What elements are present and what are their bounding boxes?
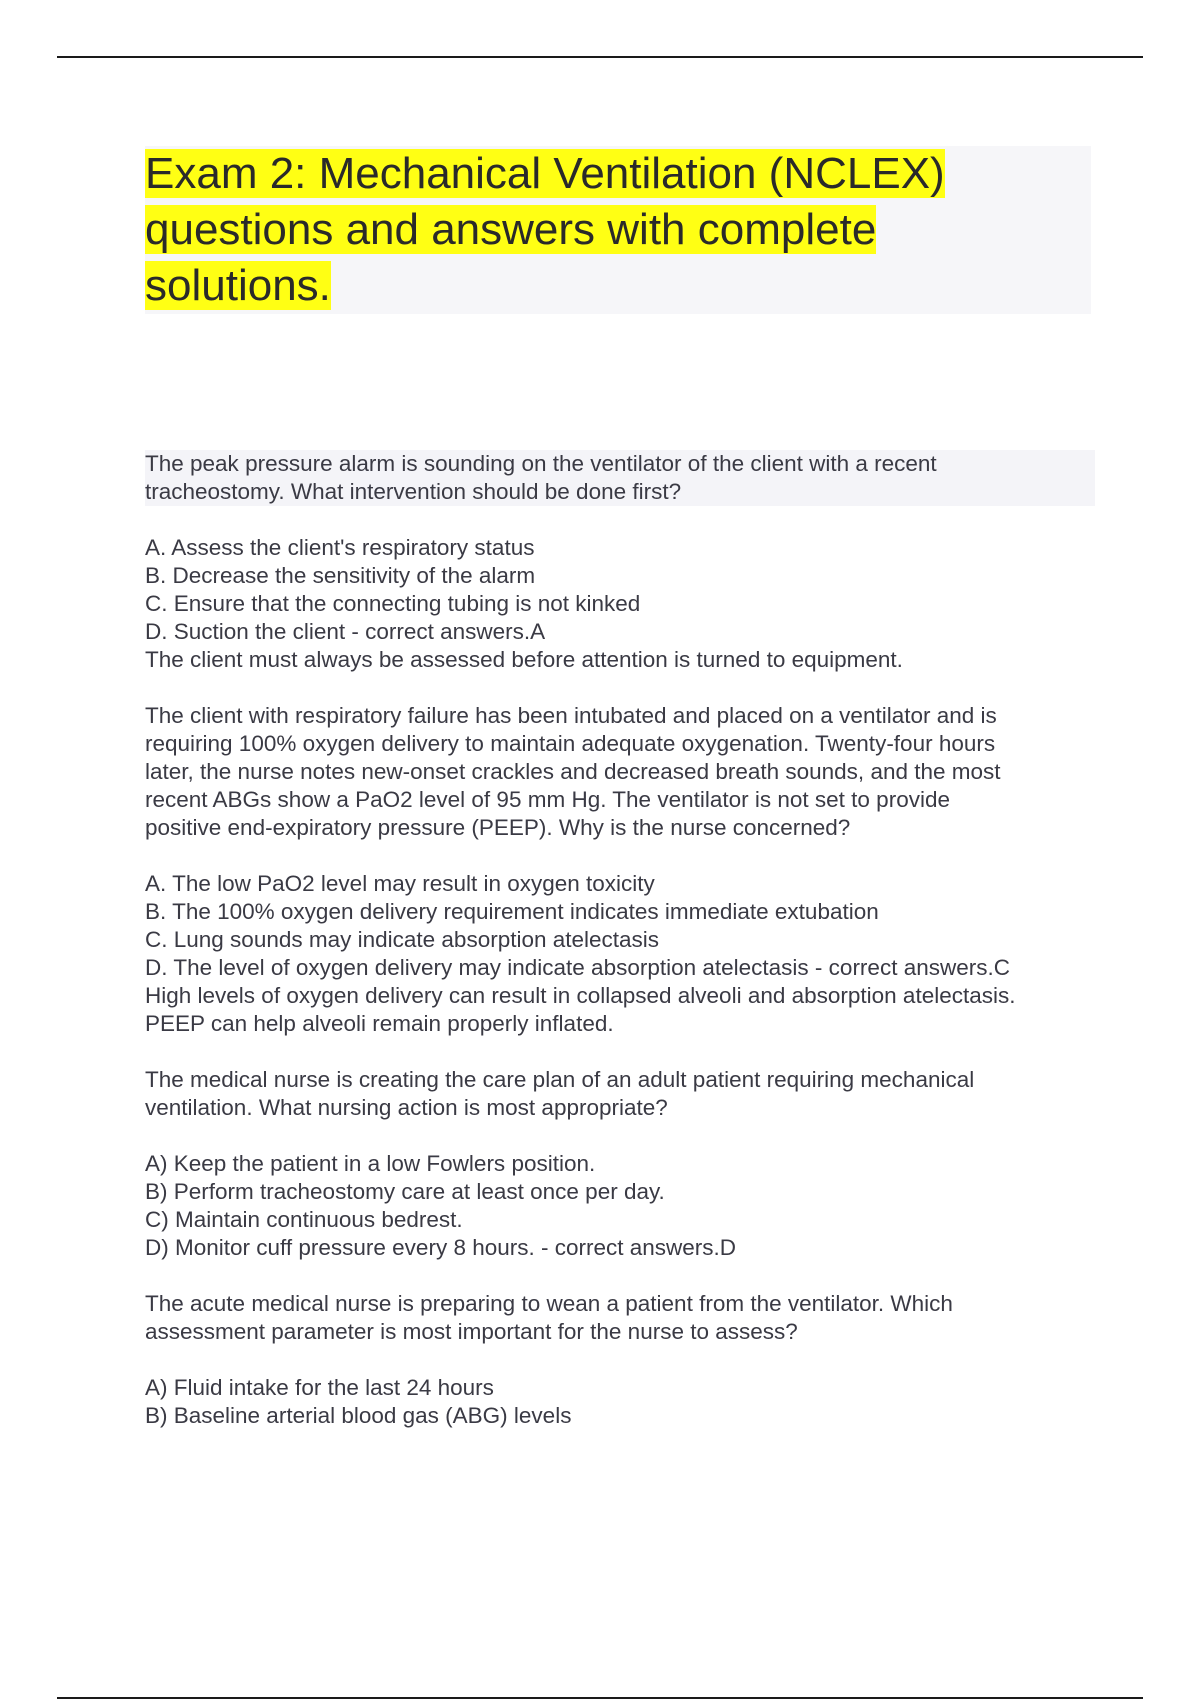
option-line: B) Baseline arterial blood gas (ABG) levels <box>145 1403 572 1428</box>
text-line: The peak pressure alarm is sounding on the ventilator of the client with a recent <box>145 451 937 476</box>
option-line: B. Decrease the sensitivity of the alarm <box>145 563 536 588</box>
option-line: C. Ensure that the connecting tubing is not kinked <box>145 591 641 616</box>
question-4-text <box>145 1290 1095 1346</box>
option-line: A) Keep the patient in a low Fowlers position. <box>145 1151 596 1176</box>
title-line: solutions. <box>145 261 331 310</box>
rationale-line: PEEP can help alveoli remain properly inflated. <box>145 1011 614 1036</box>
title-line: Exam 2: Mechanical Ventilation (NCLEX) <box>145 149 945 198</box>
option-line: A. Assess the client's respiratory status <box>145 535 535 560</box>
qa-content <box>145 450 1095 1458</box>
option-line: B) Perform tracheostomy care at least once per day. <box>145 1179 665 1204</box>
question-3-options <box>145 1150 1095 1262</box>
option-line: D) Monitor cuff pressure every 8 hours. - correct answers.D <box>145 1235 737 1260</box>
question-1-options <box>145 534 1095 674</box>
text-line: ventilation. What nursing action is most appropriate? <box>145 1095 668 1120</box>
text-line: tracheostomy. What intervention should be done first? <box>145 479 682 504</box>
text-line: recent ABGs show a PaO2 level of 95 mm Hg. The ventilator is not set to provide <box>145 787 950 812</box>
question-1-text <box>145 450 1095 506</box>
question-4-options <box>145 1374 1095 1430</box>
option-line: D. Suction the client - correct answers.A <box>145 619 546 644</box>
title-block <box>145 146 1091 314</box>
text-line: assessment parameter is most important for the nurse to assess? <box>145 1319 798 1344</box>
option-line: C. Lung sounds may indicate absorption atelectasis <box>145 927 660 952</box>
option-line: B. The 100% oxygen delivery requirement indicates immediate extubation <box>145 899 879 924</box>
text-line: The acute medical nurse is preparing to wean a patient from the ventilator. Which <box>145 1291 953 1316</box>
bottom-rule <box>57 1697 1143 1699</box>
top-rule <box>57 56 1143 58</box>
option-line: A. The low PaO2 level may result in oxygen toxicity <box>145 871 655 896</box>
option-line: D. The level of oxygen delivery may indicate absorption atelectasis - correct answers.C <box>145 955 1010 980</box>
document-title <box>145 146 1045 314</box>
title-line: questions and answers with complete <box>145 205 877 254</box>
option-line: C) Maintain continuous bedrest. <box>145 1207 463 1232</box>
question-3-text <box>145 1066 1095 1122</box>
text-line: requiring 100% oxygen delivery to maintain adequate oxygenation. Twenty-four hours <box>145 731 996 756</box>
text-line: positive end-expiratory pressure (PEEP). Why is the nurse concerned? <box>145 815 851 840</box>
question-2-options <box>145 870 1095 1038</box>
question-2-text <box>145 702 1095 842</box>
text-line: The client with respiratory failure has been intubated and placed on a ventilator and is <box>145 703 997 728</box>
text-line: The medical nurse is creating the care plan of an adult patient requiring mechanical <box>145 1067 975 1092</box>
rationale-line: High levels of oxygen delivery can result in collapsed alveoli and absorption atelectasis. <box>145 983 1016 1008</box>
text-line: later, the nurse notes new-onset crackles and decreased breath sounds, and the most <box>145 759 1001 784</box>
option-line: A) Fluid intake for the last 24 hours <box>145 1375 494 1400</box>
rationale-line: The client must always be assessed before attention is turned to equipment. <box>145 647 903 672</box>
